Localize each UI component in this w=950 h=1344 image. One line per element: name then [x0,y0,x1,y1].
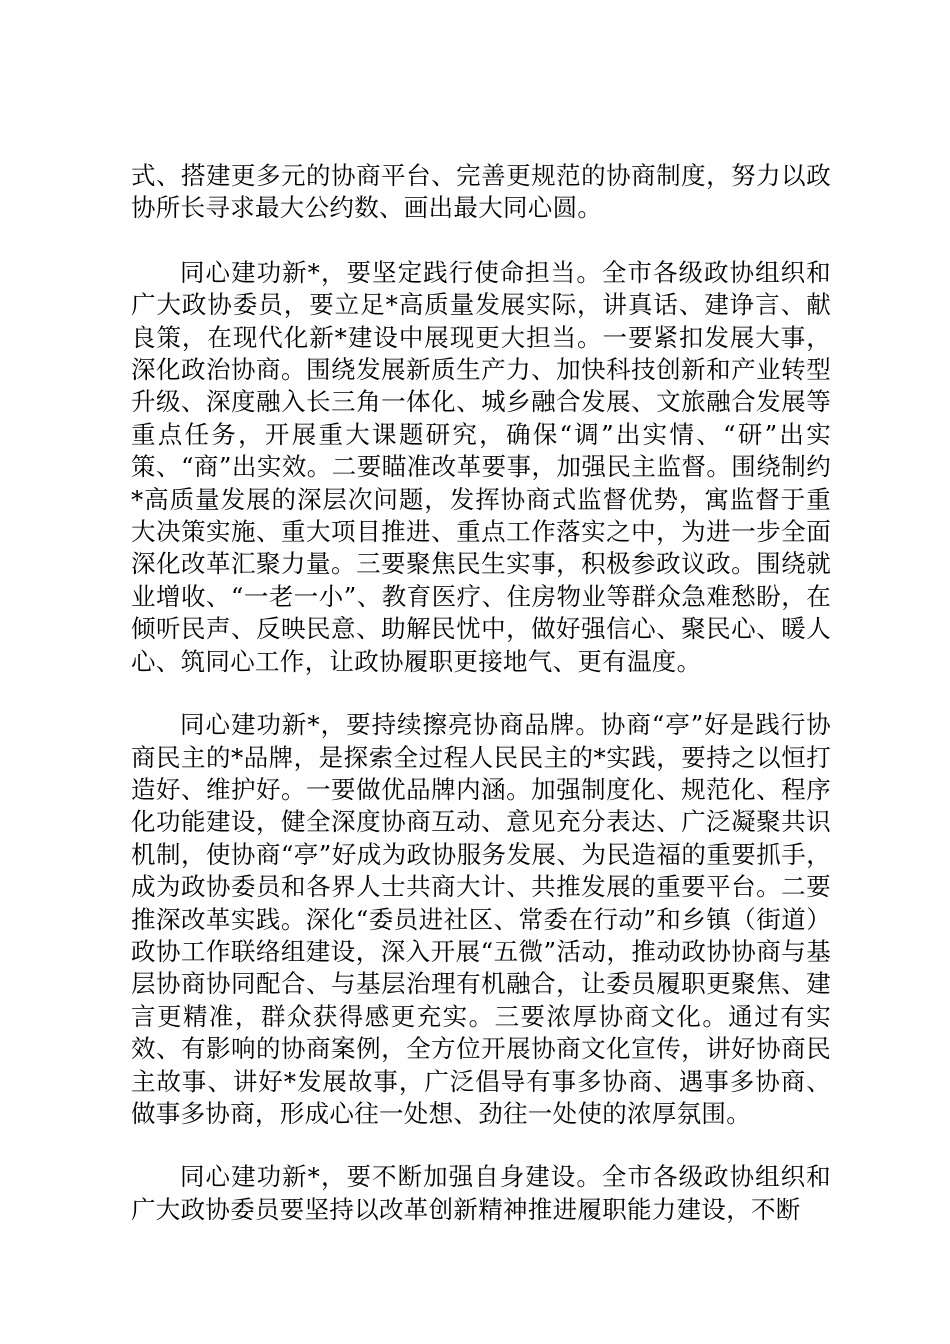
paragraph-self-building: 同心建功新*，要不断加强自身建设。全市各级政协组织和广大政协委员要坚持以改革创新精神推进履职能力建设，不断 [131,1162,831,1224]
paragraph-mission: 同心建功新*，要坚定践行使命担当。全市各级政协组织和广大政协委员，要立足*高质量发展实际，讲真话、建诤言、献良策，在现代化新*建设中展现更大担当。一要紧扣发展大事，深化政治协商。围绕发展新质生产力、加快科技创新和产业转型升级、深度融入长三角一体化、城乡融合发展、文旅融合发展等重点任务，开展重大课题研究，确保“调”出实情、“研”出实策、“商”出实效。二要瞄准改革要事，加强民主监督。围绕制约*高质量发展的深层次问题，发挥协商式监督优势，寓监督于重大决策实施、重大项目推进、重点工作落实之中，为进一步全面深化改革汇聚力量。三要聚焦民生实事，积极参政议政。围绕就业增收、“一老一小”、教育医疗、住房物业等群众急难愁盼，在倾听民声、反映民意、助解民忧中，做好强信心、聚民心、暖人心、筑同心工作，让政协履职更接地气、更有温度。 [131,257,831,676]
document-body [131,160,831,1257]
paragraph-brand: 同心建功新*，要持续擦亮协商品牌。协商“亭”好是践行协商民主的*品牌，是探索全过程人民民主的*实践，要持之以恒打造好、维护好。一要做优品牌内涵。加强制度化、规范化、程序化功能建设，健全深度协商互动、意见充分表达、广泛凝聚共识机制，使协商“亭”好成为政协服务发展、为民造福的重要抓手，成为政协委员和各界人士共商大计、共推发展的重要平台。二要推深改革实践。深化“委员进社区、常委在行动”和乡镇（街道）政协工作联络组建设，深入开展“五微”活动，推动政协协商与基层协商协同配合、与基层治理有机融合，让委员履职更聚焦、建言更精准，群众获得感更充实。三要浓厚协商文化。通过有实效、有影响的协商案例，全方位开展协商文化宣传，讲好协商民主故事、讲好*发展故事，广泛倡导有事多协商、遇事多协商、做事多协商，形成心往一处想、劲往一处使的浓厚氛围。 [131,710,831,1128]
paragraph-continuation: 式、搭建更多元的协商平台、完善更规范的协商制度，努力以政协所长寻求最大公约数、画出最大同心圆。 [131,161,831,223]
